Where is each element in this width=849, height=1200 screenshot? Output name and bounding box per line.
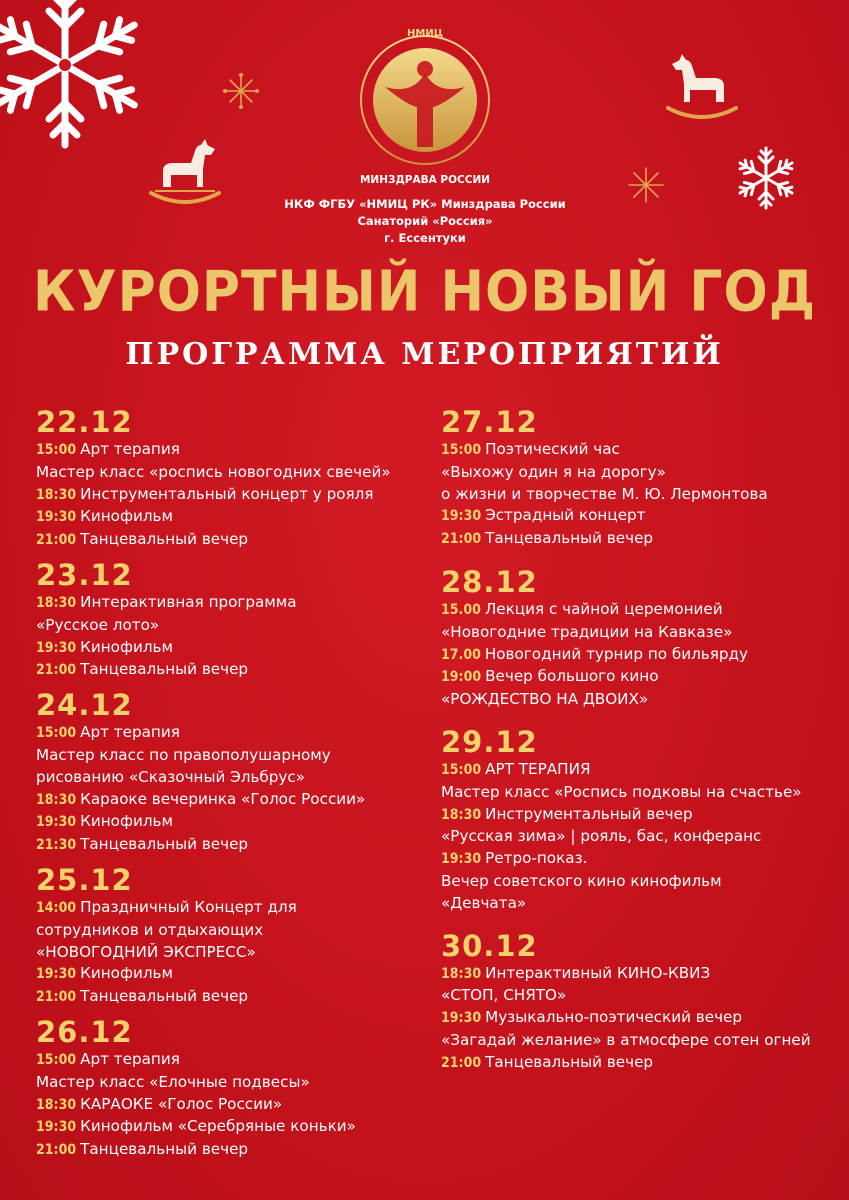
rocking-horse-icon <box>662 50 742 130</box>
event-line <box>441 1007 841 1030</box>
event-text: Новогодний турнир по бильярду <box>484 644 749 663</box>
nmic-logo <box>355 25 495 195</box>
day-block <box>441 725 841 915</box>
day-block <box>36 405 426 552</box>
event-line <box>441 439 841 462</box>
event-time: 21:00 <box>36 989 77 1006</box>
event-time: 19:30 <box>36 814 77 831</box>
day-date: 30.12 <box>441 928 538 963</box>
event-text: Интерактивный КИНО-КВИЗ <box>485 963 711 982</box>
event-time: 15:00 <box>36 1051 77 1068</box>
event-text: Ретро-показ. <box>485 849 588 868</box>
event-time: 19:30 <box>441 1010 482 1027</box>
day-date: 24.12 <box>36 688 133 723</box>
event-line <box>36 1072 426 1094</box>
event-time: 21:00 <box>36 532 77 549</box>
day-date: 28.12 <box>441 564 538 599</box>
day-block <box>36 688 426 857</box>
event-line <box>36 920 426 942</box>
event-line <box>441 666 841 689</box>
event-line <box>441 599 841 622</box>
event-text: Вечер советского кино кинофильм <box>441 871 722 890</box>
event-text: КАРАОКЕ «Голос России» <box>80 1094 283 1113</box>
event-time: 19:30 <box>441 508 482 525</box>
event-text: «Девчата» <box>441 893 527 912</box>
event-time: 21:00 <box>36 662 77 679</box>
event-text: Танцевальный вечер <box>80 660 249 679</box>
event-text: Вечер большого кино <box>485 667 659 686</box>
event-line <box>441 759 841 782</box>
event-line <box>441 622 841 644</box>
day-block <box>36 863 426 1009</box>
organization-block <box>250 196 600 247</box>
rocking-horse-icon <box>145 135 225 215</box>
event-text: Караоке вечеринка «Голос России» <box>80 789 366 808</box>
event-text: Танцевальный вечер <box>80 530 249 549</box>
event-text: Арт терапия <box>80 440 180 458</box>
event-line <box>441 528 841 551</box>
event-text: «НОВОГОДНИЙ ЭКСПРЕСС» <box>36 942 256 961</box>
day-date: 25.12 <box>36 862 133 897</box>
event-time: 18:30 <box>36 486 77 503</box>
star-icon <box>626 165 666 205</box>
event-time: 18:30 <box>36 791 77 808</box>
event-line <box>36 615 426 637</box>
org-line-3: г. Ессентуки <box>384 231 466 245</box>
event-text: Мастер класс «Елочные подвесы» <box>36 1072 310 1091</box>
event-line <box>36 986 426 1009</box>
event-time: 21:00 <box>441 531 482 548</box>
day-date: 23.12 <box>36 557 133 592</box>
logo-bottom-text: МИНЗДРАВА РОССИИ <box>359 174 491 186</box>
event-text: Кинофильм <box>80 637 173 656</box>
event-line <box>36 722 426 745</box>
event-time: 21:00 <box>441 1054 482 1071</box>
event-text: Танцевальный вечер <box>80 987 249 1006</box>
event-text: Мастер класс по правополушарному <box>36 745 331 764</box>
event-text: «Русская зима» | рояль, бас, конферанс <box>441 827 762 846</box>
event-line <box>36 462 426 484</box>
schedule-right-column <box>441 405 841 1089</box>
event-time: 19:30 <box>441 851 482 868</box>
event-text: Инструментальный вечер <box>485 804 693 823</box>
event-line <box>36 506 426 529</box>
event-line <box>36 897 426 920</box>
day-date: 29.12 <box>441 724 538 759</box>
event-line <box>441 1052 841 1075</box>
event-line <box>441 644 841 667</box>
event-line <box>441 804 841 827</box>
event-time: 15:00 <box>441 442 482 458</box>
event-text: Кинофильм <box>80 812 173 831</box>
event-text: Праздничный Концерт для <box>80 897 297 916</box>
event-line <box>441 826 841 848</box>
event-text: Кинофильм <box>80 507 173 526</box>
event-time: 18:30 <box>36 1096 77 1113</box>
event-line <box>36 745 426 767</box>
event-text: Арт терапия <box>80 1049 180 1068</box>
event-line <box>36 592 426 615</box>
event-time: 19:30 <box>36 509 77 526</box>
event-text: «РОЖДЕСТВО НА ДВОИХ» <box>441 690 649 709</box>
event-text: сотрудников и отдыхающих <box>36 920 264 939</box>
day-block <box>441 565 841 711</box>
event-time: 15:00 <box>441 761 482 778</box>
event-line <box>36 942 426 964</box>
event-line <box>36 834 426 857</box>
day-date: 22.12 <box>36 405 133 439</box>
page-subtitle: ПРОГРАММА МЕРОПРИЯТИЙ <box>125 337 724 372</box>
event-text: Инструментальный концерт у рояля <box>80 484 374 503</box>
event-line <box>36 637 426 660</box>
event-line <box>441 782 841 804</box>
event-line <box>36 439 426 462</box>
org-line-2: Санаторий «Россия» <box>357 214 493 228</box>
snowflake-large-icon <box>0 0 150 150</box>
day-block <box>441 929 841 1075</box>
event-time: 18:30 <box>441 965 482 982</box>
day-block <box>36 558 426 682</box>
event-text: Мастер класс «роспись новогодних свечей» <box>36 462 391 481</box>
logo-arc-side <box>0 0 1 1</box>
event-line <box>36 1116 426 1139</box>
event-line <box>36 1094 426 1117</box>
event-text: рисованию «Сказочный Эльбрус» <box>36 767 306 786</box>
event-line <box>441 1030 841 1052</box>
event-line <box>441 848 841 871</box>
snowflake-small-icon <box>733 145 799 211</box>
day-block <box>441 405 841 551</box>
event-line <box>36 811 426 834</box>
event-time: 15:00 <box>36 725 77 742</box>
event-line <box>441 871 841 893</box>
event-line <box>441 484 841 506</box>
event-time: 15.00 <box>441 601 481 618</box>
event-text: «Русское лото» <box>36 615 160 634</box>
event-line <box>36 659 426 682</box>
event-text: Танцевальный вечер <box>485 529 654 548</box>
event-time: 19:30 <box>36 1119 77 1136</box>
event-text: Мастер класс «Роспись подковы на счастье» <box>441 782 802 801</box>
event-text: «Новогодние традиции на Кавказе» <box>441 622 733 641</box>
event-time: 17.00 <box>441 646 481 663</box>
page-title: КУРОРТНЫЙ НОВЫЙ ГОД <box>32 259 817 325</box>
event-line <box>36 767 426 789</box>
event-text: Танцевальный вечер <box>80 1140 249 1159</box>
event-line <box>441 689 841 711</box>
event-text: Кинофильм <box>80 964 173 983</box>
event-time: 19:30 <box>36 966 77 983</box>
event-time: 19:00 <box>441 669 482 686</box>
event-time: 21:30 <box>36 837 77 854</box>
event-text: «Загадай желание» в атмосфере сотен огней <box>441 1030 811 1049</box>
star-icon <box>222 72 260 110</box>
event-line <box>36 789 426 812</box>
event-text: Поэтический час <box>485 440 620 458</box>
event-line <box>441 505 841 528</box>
event-time: 21:00 <box>36 1142 77 1159</box>
event-text: АРТ ТЕРАПИЯ <box>485 759 591 778</box>
event-line <box>441 462 841 484</box>
org-line-1: НКФ ФГБУ «НМИЦ РК» Минздрава России <box>284 197 566 211</box>
event-text: Кинофильм «Серебряные коньки» <box>80 1117 356 1136</box>
schedule-left-column <box>36 405 426 1168</box>
event-text: Музыкально-поэтический вечер <box>485 1008 743 1027</box>
day-block <box>36 1015 426 1162</box>
event-line <box>36 484 426 507</box>
event-line <box>36 963 426 986</box>
event-line <box>441 893 841 915</box>
event-line <box>36 1139 426 1162</box>
event-time: 14:00 <box>36 899 77 916</box>
event-time: 15:00 <box>36 442 77 458</box>
event-line <box>441 963 841 986</box>
event-text: Лекция с чайной церемонией <box>484 599 723 618</box>
event-text: «СТОП, СНЯТО» <box>441 986 567 1005</box>
event-time: 18:30 <box>441 806 482 823</box>
day-date: 26.12 <box>36 1014 133 1049</box>
logo-arc-top: НМИЦ <box>407 28 443 39</box>
day-date: 27.12 <box>441 405 538 439</box>
event-text: Эстрадный концерт <box>485 506 646 525</box>
event-line <box>36 529 426 552</box>
event-text: Арт терапия <box>80 723 180 742</box>
event-text: Танцевальный вечер <box>80 835 249 854</box>
event-line <box>36 1049 426 1072</box>
event-text: Интерактивная программа <box>80 592 297 611</box>
event-text: Танцевальный вечер <box>485 1052 654 1071</box>
event-text: «Выхожу один я на дорогу» <box>441 462 666 481</box>
event-time: 19:30 <box>36 639 77 656</box>
event-text: о жизни и творчестве М. Ю. Лермонтова <box>441 484 768 503</box>
event-time: 18:30 <box>36 594 77 611</box>
event-line <box>441 985 841 1007</box>
